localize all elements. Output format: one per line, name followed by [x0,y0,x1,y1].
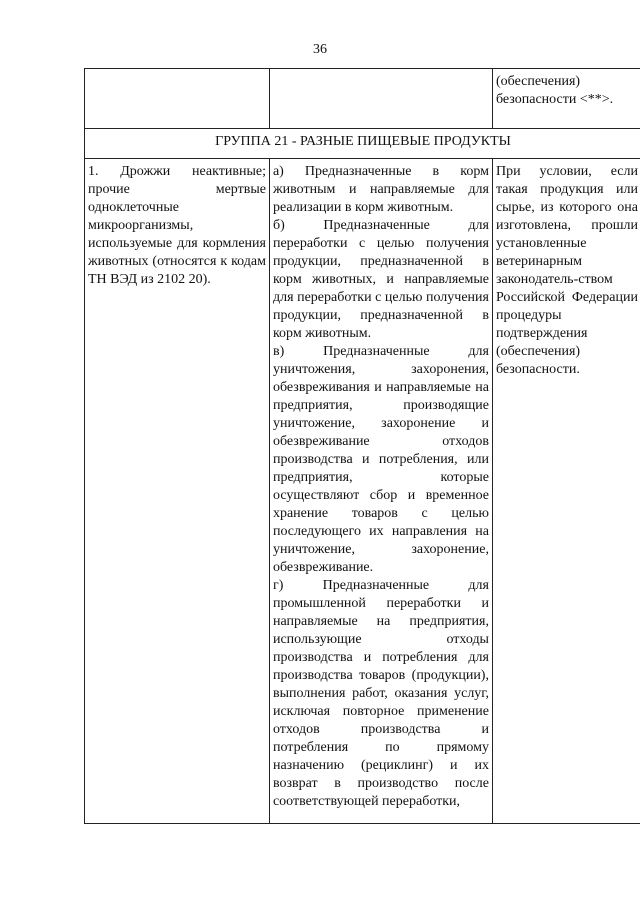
table-row-continuation [85,69,640,129]
table-cell-purpose [269,159,492,824]
purpose-paragraph-b: б) Предназначенные для переработки с целью получения продукции, предназначенной в корм животных, и направляемые для переработки с целью получения продукции, предназначенной в корм животным. [272,218,489,341]
table-row-product [85,159,640,824]
purpose-paragraph-c: в) Предназначенные для уничтожения, захоронения, обезвреживания и направляемые на предприятия, производящие уничтожение, захоронение и обезвреживание отходов производства и потребления, или предприятия, которые осуществляют сбор и временное хранение товаров с целью последующего их направления на уничтожение, захоронение, обезвреживание. [272,344,489,575]
table-cell-product: 1. Дрожжи неактивные; прочие мертвые одноклеточные микроорганизмы, используемые для кормления животных (относятся к кодам ТН ВЭД из 2102 20). [85,159,270,824]
table-cell-condition: При условии, если такая продукция или сырье, из которого она изготовлена, прошли установленные ветеринарным законодатель-ством Российской Федерации процедуры подтверждения (обеспечения) безопасности. [492,159,640,824]
purpose-paragraph-a: а) Предназначенные в корм животным и направляемые для реализации в корм животным. [272,164,489,215]
group-heading: ГРУППА 21 - РАЗНЫЕ ПИЩЕВЫЕ ПРОДУКТЫ [85,129,640,159]
table-row-group-heading [85,129,640,159]
table-cell-product [85,69,270,129]
regulation-table [84,68,640,824]
table-cell-condition: (обеспечения) безопасности <**>. [492,69,640,129]
page-number: 36 [313,42,327,57]
table-cell-purpose [269,69,492,129]
purpose-paragraph-d: г) Предназначенные для промышленной переработки и направляемые на предприятия, использующие отходы производства и потребления для производства товаров (продукции), выполнения работ, оказания услуг, исключая повторное применение отходов производства и потребления по прямому назначению (рециклинг) и их возврат в производство после соответствующей переработки, [272,578,489,809]
